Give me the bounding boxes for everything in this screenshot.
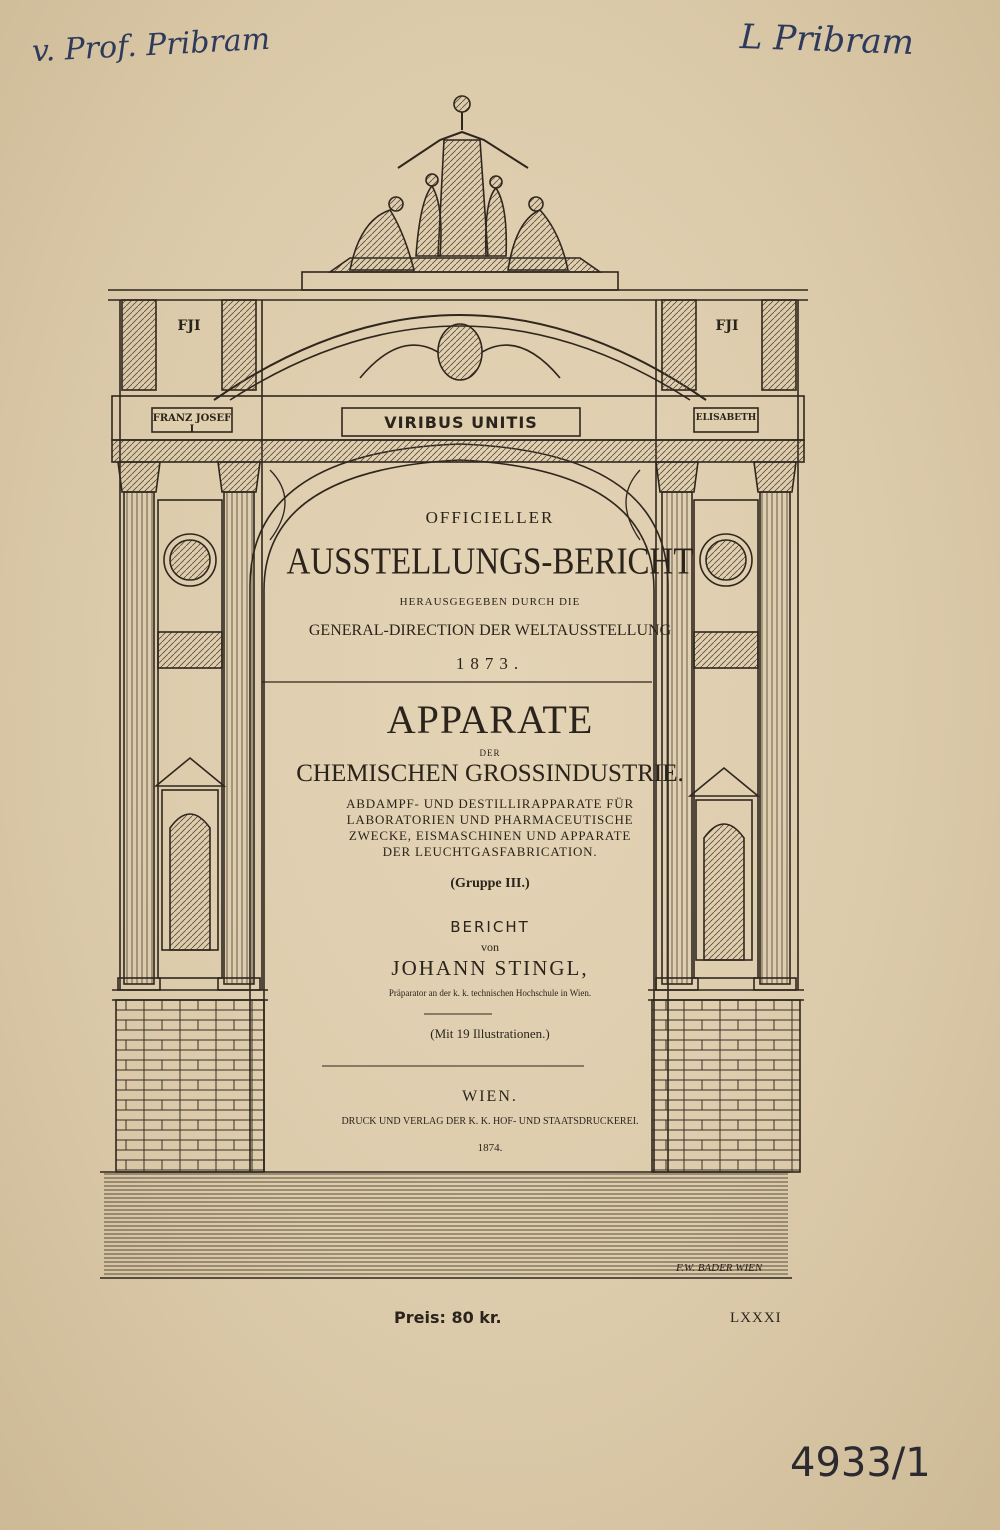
report-author: JOHANN STINGL, xyxy=(391,956,589,980)
subject-subtitle: CHEMISCHEN GROSSINDUSTRIE. xyxy=(296,760,684,787)
imprint-city: WIEN. xyxy=(462,1088,518,1105)
report-von: von xyxy=(481,940,499,954)
subject-desc-2: LABORATORIEN UND PHARMACEUTISCHE xyxy=(346,812,634,827)
imprint-publisher: DRUCK UND VERLAG DER K. K. HOF- UND STAATSDRUCKEREI. xyxy=(341,1116,639,1127)
title-ausstellungs-bericht: AUSSTELLUNGS-BERICHT xyxy=(286,541,694,583)
imprint-year: 1874. xyxy=(477,1142,503,1154)
report-illustrations: (Mit 19 Illustrationen.) xyxy=(430,1026,550,1041)
title-officieller: OFFICIELLER xyxy=(425,508,555,527)
report-affiliation: Präparator an der k. k. technischen Hochschule in Wien. xyxy=(388,988,592,998)
handwritten-note-top-left: v. Prof. Pribram xyxy=(31,21,271,70)
engraver-signature: F.W. BADER WIEN xyxy=(676,1262,763,1274)
right-plaque: ELISABETH xyxy=(695,413,757,423)
subject-desc-1: ABDAMPF- UND DESTILLIRAPPARATE FÜR xyxy=(346,796,634,811)
report-label: BERICHT xyxy=(450,918,530,936)
title-general-direction: GENERAL-DIRECTION DER WELTAUSSTELLUNG xyxy=(308,622,672,639)
handwritten-note-top-right: L Pribram xyxy=(739,16,915,64)
subject-desc-4: DER LEUCHTGASFABRICATION. xyxy=(382,844,598,859)
subject-group: (Gruppe III.) xyxy=(450,876,530,891)
title-herausgegeben: HERAUSGEGEBEN DURCH DIE xyxy=(399,596,581,608)
subject-desc-3: ZWECKE, EISMASCHINEN UND APPARATE xyxy=(348,828,632,843)
handwritten-shelf-number: 4933/1 xyxy=(790,1440,931,1486)
subject-der: DER xyxy=(479,748,501,758)
title-year: 1873. xyxy=(455,654,525,673)
monogram-right: FJI xyxy=(715,318,739,334)
series-number: LXXXI xyxy=(730,1310,782,1326)
left-plaque: FRANZ JOSEF I xyxy=(152,413,232,435)
subject-title: APPARATE xyxy=(386,697,594,742)
monogram-left: FJI xyxy=(177,318,201,334)
price: Preis: 80 kr. xyxy=(394,1308,502,1327)
motto-plaque: VIRIBUS UNITIS xyxy=(384,413,538,432)
